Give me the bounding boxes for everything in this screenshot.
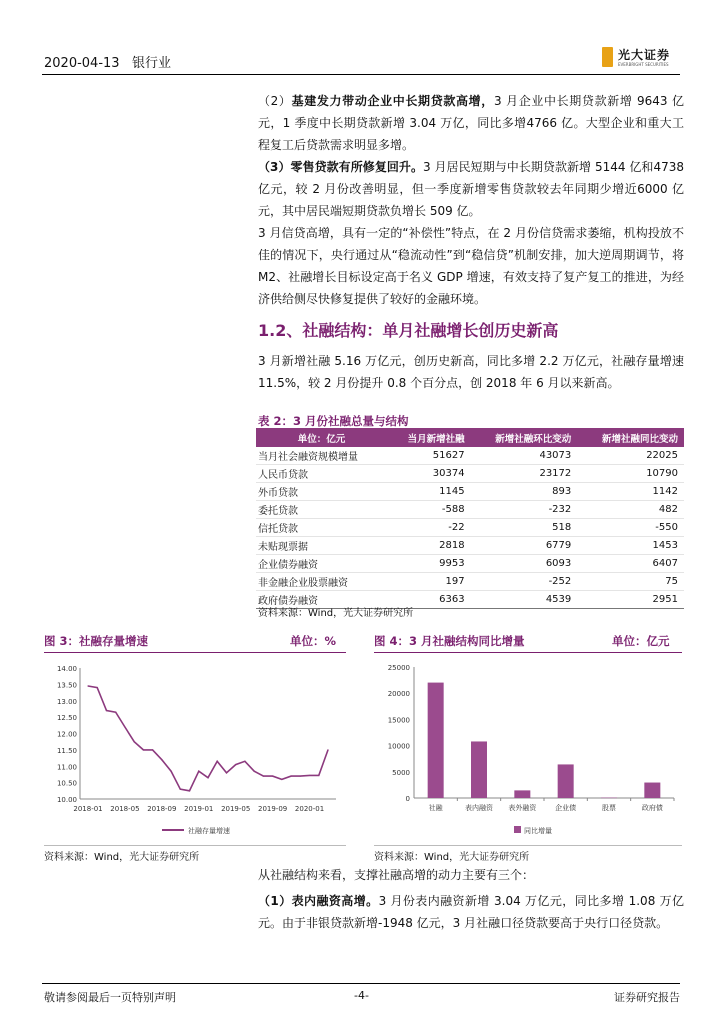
data-point xyxy=(327,749,328,750)
data-point xyxy=(300,775,301,776)
y-tick-label: 5000 xyxy=(392,768,410,777)
table-row-label: 政府债券融资 xyxy=(256,591,387,609)
bar-1 xyxy=(428,683,444,798)
data-point xyxy=(226,772,227,773)
bar-2 xyxy=(471,741,487,798)
table-row xyxy=(256,501,684,519)
data-point xyxy=(152,749,153,750)
logo-text: 光大证券 xyxy=(618,48,671,62)
y-tick-label: 20000 xyxy=(387,690,410,699)
section-paragraph xyxy=(258,350,684,394)
legend-swatch xyxy=(514,826,521,833)
data-point xyxy=(309,775,310,776)
bar-5 xyxy=(601,798,617,799)
y-tick-label: 12.50 xyxy=(56,714,77,723)
table-cell: 1145 xyxy=(387,483,471,501)
data-point xyxy=(254,771,255,772)
data-point xyxy=(161,759,162,760)
table-header-cell: 当月新增社融 xyxy=(387,428,471,447)
data-point xyxy=(263,775,264,776)
table-row xyxy=(256,573,684,591)
report-date-industry xyxy=(44,52,171,71)
table-cell: -22 xyxy=(387,519,471,537)
table-row-label: 委托贷款 xyxy=(256,501,387,519)
table-row xyxy=(256,465,684,483)
y-tick-label: 11.00 xyxy=(56,763,77,772)
table-header-cell: 单位：亿元 xyxy=(256,428,387,447)
table-cell: -232 xyxy=(471,501,578,519)
y-tick-label: 10.50 xyxy=(56,779,77,788)
fig3-line-chart xyxy=(44,656,346,842)
financing-table xyxy=(256,428,684,609)
table-row xyxy=(256,447,684,465)
closing-intro xyxy=(258,864,684,886)
table-header-cell: 新增社融同比变动 xyxy=(577,428,684,447)
closing-paragraph xyxy=(258,890,684,934)
header-divider xyxy=(42,74,680,75)
paragraph-lead: 零售贷款有所修复回升。 xyxy=(290,160,424,174)
table-row-label: 外币贷款 xyxy=(256,483,387,501)
page-number: -4- xyxy=(354,989,369,1002)
table-row xyxy=(256,483,684,501)
x-tick-label: 2019-01 xyxy=(184,805,214,813)
data-point xyxy=(318,775,319,776)
data-point xyxy=(170,771,171,772)
fig3-divider xyxy=(44,652,346,653)
paragraph-body: 3 月居民短期与中长期贷款新增 5144 亿和4738 亿元，较 2 月份改善明显，但一季度新增零售贷款较去年同期少增近6000 亿元，其中居民端短期贷款负增长 509 亿。 xyxy=(258,160,684,218)
paragraph-body: 从社融结构来看，支撑社融高增的动力主要有三个： xyxy=(258,868,535,882)
y-tick-label: 13.50 xyxy=(56,681,77,690)
table-row xyxy=(256,537,684,555)
table-cell: -252 xyxy=(471,573,578,591)
legend-label: 社融存量增速 xyxy=(188,827,230,835)
logo-mark-icon xyxy=(602,47,613,67)
x-tick-label: 政府债 xyxy=(641,804,663,812)
bar-3 xyxy=(514,790,530,798)
data-point xyxy=(281,779,282,780)
table-row-label: 信托贷款 xyxy=(256,519,387,537)
table-cell: 6363 xyxy=(387,591,471,609)
legend-label: 同比增量 xyxy=(524,827,552,835)
data-point xyxy=(143,749,144,750)
fig4-bar-chart xyxy=(374,656,682,842)
table-cell: 9953 xyxy=(387,555,471,573)
bar-4 xyxy=(558,764,574,798)
table-cell: 197 xyxy=(387,573,471,591)
y-tick-label: 0 xyxy=(405,795,410,803)
item-number: （1） xyxy=(258,894,292,908)
fig3-source: 资料来源：Wind，光大证券研究所 xyxy=(44,852,200,863)
data-point xyxy=(235,764,236,765)
table-row-label: 人民币贷款 xyxy=(256,465,387,483)
fig3-unit: 单位：% xyxy=(290,634,337,648)
table-header-row xyxy=(256,428,684,447)
x-tick-label: 2018-01 xyxy=(73,805,103,813)
report-date: 2020-04-13 xyxy=(44,56,120,71)
data-point xyxy=(180,789,181,790)
data-point xyxy=(124,726,125,727)
table-cell: 2951 xyxy=(577,591,684,609)
data-point xyxy=(290,775,291,776)
x-tick-label: 2019-05 xyxy=(221,805,251,813)
table-row-label: 未贴现票据 xyxy=(256,537,387,555)
table-title: 表 2：3 月份社融总量与结构 xyxy=(258,414,409,428)
table-cell: 6779 xyxy=(471,537,578,555)
y-tick-label: 15000 xyxy=(387,716,410,725)
paragraph-retail-loans xyxy=(258,156,684,222)
table-header-cell: 新增社融环比变动 xyxy=(471,428,578,447)
paragraph-body: 3 月企业中长期贷款新增 9643 亿元，1 季度中长期贷款新增 3.04 万亿，同比多增4766 亿。大型企业和重大工程复工后贷款需求明显多增。 xyxy=(258,94,684,152)
table-row-label: 当月社会融资规模增量 xyxy=(256,447,387,465)
paragraph-credit-summary xyxy=(258,222,684,310)
data-point xyxy=(272,775,273,776)
item-number: （2） xyxy=(258,94,292,108)
table-cell: 30374 xyxy=(387,465,471,483)
table-row xyxy=(256,519,684,537)
fig4-unit: 单位：亿元 xyxy=(612,634,670,648)
table-cell: 23172 xyxy=(471,465,578,483)
fig3-bottom-divider xyxy=(44,845,346,846)
data-point xyxy=(115,712,116,713)
fig4-bottom-divider xyxy=(374,845,682,846)
fig4-divider xyxy=(374,652,682,653)
table-cell: 2818 xyxy=(387,537,471,555)
section-title: 1.2、社融结构：单月社融增长创历史新高 xyxy=(258,321,559,340)
company-logo xyxy=(602,46,682,70)
y-tick-label: 13.00 xyxy=(56,697,77,706)
data-point xyxy=(97,687,98,688)
x-tick-label: 2019-09 xyxy=(257,805,288,813)
x-tick-label: 2020-01 xyxy=(294,805,325,813)
y-tick-label: 12.00 xyxy=(56,730,77,739)
x-tick-label: 社融 xyxy=(428,804,443,812)
x-tick-label: 企业债 xyxy=(555,804,577,812)
x-tick-label: 2018-05 xyxy=(110,805,140,813)
y-tick-label: 10.00 xyxy=(56,796,77,804)
paragraph-lead: 表内融资高增。 xyxy=(291,894,379,908)
data-point xyxy=(244,761,245,762)
table-row-label: 企业债券融资 xyxy=(256,555,387,573)
data-point xyxy=(198,771,199,772)
x-tick-label: 表外融资 xyxy=(508,804,537,812)
table-cell: 43073 xyxy=(471,447,578,465)
data-point xyxy=(189,790,190,791)
y-tick-label: 14.00 xyxy=(56,665,77,673)
fig4-title: 图 4：3 月社融结构同比增量 xyxy=(374,634,525,648)
paragraph-body: 3 月份表内融资新增 3.04 万亿元，同比多增 1.08 万亿元。由于非银贷款新增-1948 亿元，3 月社融口径贷款要高于央行口径贷款。 xyxy=(258,894,684,930)
y-tick-label: 10000 xyxy=(387,742,410,751)
fig4-source: 资料来源：Wind，光大证券研究所 xyxy=(374,852,530,863)
fig3-title: 图 3：社融存量增速 xyxy=(44,634,149,648)
table-row xyxy=(256,555,684,573)
item-number: （3） xyxy=(258,160,291,174)
data-point xyxy=(217,761,218,762)
table-row-label: 非金融企业股票融资 xyxy=(256,573,387,591)
table-cell: 482 xyxy=(577,501,684,519)
y-tick-label: 11.50 xyxy=(56,746,77,755)
table-cell: 22025 xyxy=(577,447,684,465)
x-tick-label: 2018-09 xyxy=(147,805,177,813)
data-point xyxy=(207,777,208,778)
footer-report-type: 证券研究报告 xyxy=(614,991,680,1004)
paragraph-corporate-loans xyxy=(258,90,684,156)
table-cell: 4539 xyxy=(471,591,578,609)
footer-divider xyxy=(42,983,680,984)
y-tick-label: 25000 xyxy=(387,664,410,672)
x-tick-label: 表内融资 xyxy=(465,804,493,812)
table-cell: 1142 xyxy=(577,483,684,501)
table-cell: -550 xyxy=(577,519,684,537)
table-cell: 51627 xyxy=(387,447,471,465)
table-cell: 75 xyxy=(577,573,684,591)
bar-6 xyxy=(644,783,660,798)
table-cell: 1453 xyxy=(577,537,684,555)
data-point xyxy=(87,685,88,686)
paragraph-lead: 基建发力带动企业中长期贷款高增， xyxy=(291,94,494,108)
table-body xyxy=(256,447,684,609)
logo-subtext: EVERBRIGHT SECURITIES xyxy=(618,62,669,67)
table-cell: 893 xyxy=(471,483,578,501)
table-cell: -588 xyxy=(387,501,471,519)
footer-disclaimer: 敬请参阅最后一页特别声明 xyxy=(44,991,176,1004)
industry-label: 银行业 xyxy=(131,56,171,71)
table-cell: 6407 xyxy=(577,555,684,573)
table-source: 资料来源：Wind，光大证券研究所 xyxy=(258,608,414,619)
series-line-social-financing-growth xyxy=(88,686,328,791)
table-cell: 518 xyxy=(471,519,578,537)
paragraph-body: 3 月新增社融 5.16 万亿元，创历史新高，同比多增 2.2 万亿元，社融存量增速 11.5%，较 2 月份提升 0.8 个百分点，创 2018 年 6 月以来新高。 xyxy=(258,354,684,390)
data-point xyxy=(134,741,135,742)
data-point xyxy=(106,710,107,711)
paragraph-body: 3 月信贷高增，具有一定的“补偿性”特点，在 2 月份信贷需求萎缩，机构投放不佳的情况下，央行通过从“稳流动性”到“稳信贷”机制安排，加大逆周期调节，将 M2、社融增长目标设定高于名义 GDP 增速，有效支持了复产复工的推进，为经济供给侧尽快修复提供了较好的金融环境。 xyxy=(258,226,684,306)
table-cell: 6093 xyxy=(471,555,578,573)
table-cell: 10790 xyxy=(577,465,684,483)
x-tick-label: 股票 xyxy=(602,804,616,812)
